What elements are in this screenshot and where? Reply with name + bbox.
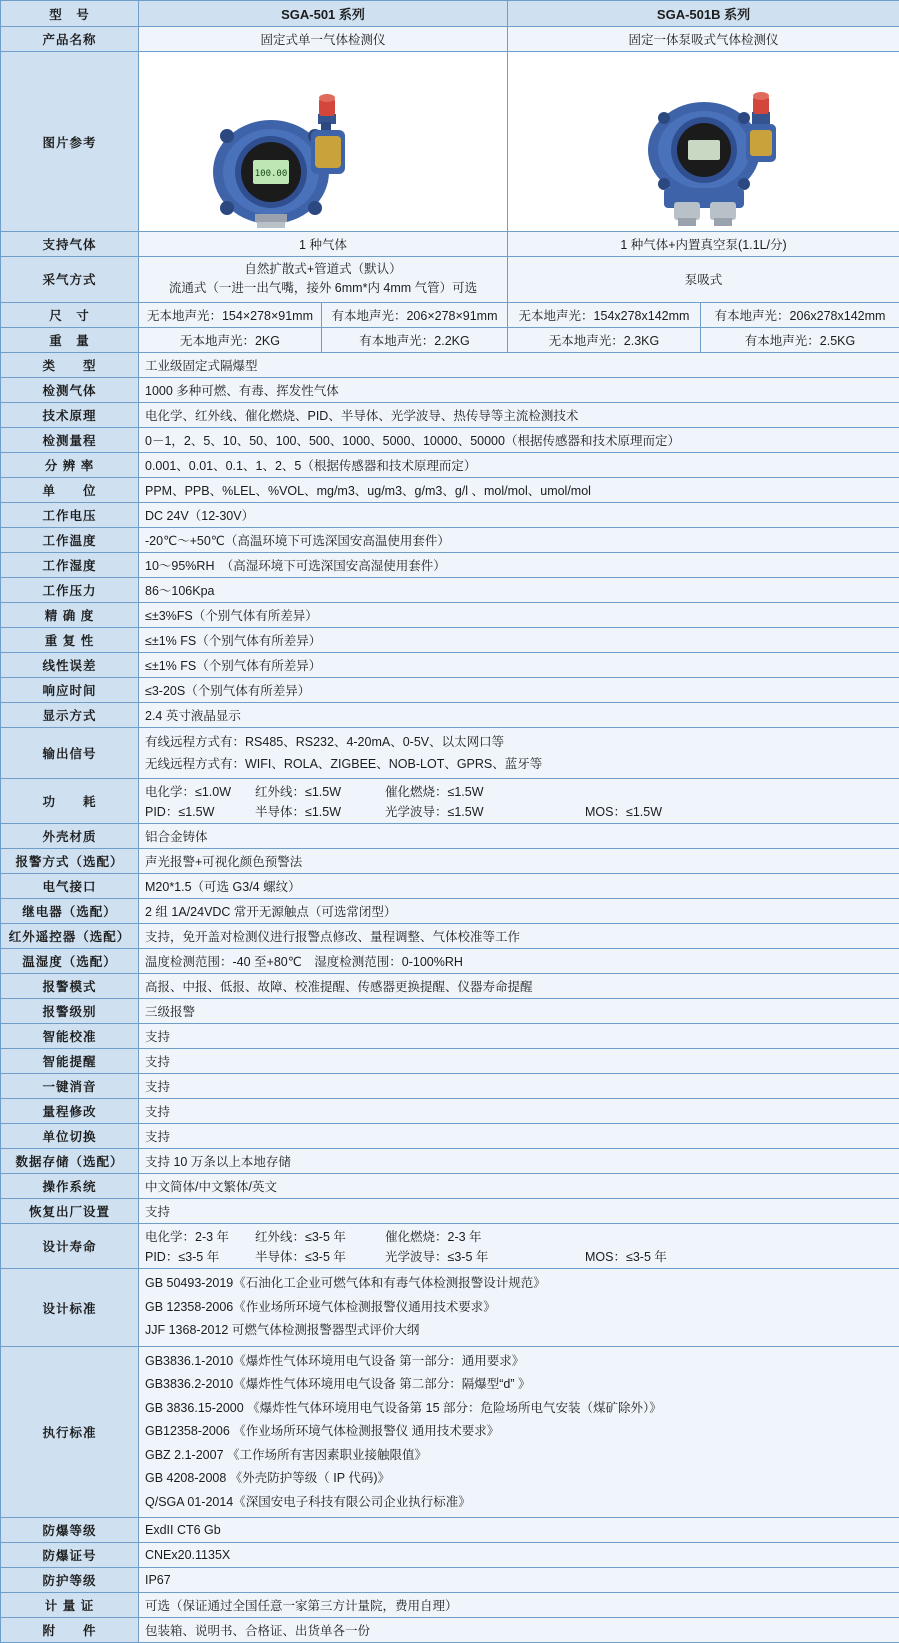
row-label-smart-reminder: 智能提醒 <box>1 1049 139 1074</box>
alarm-level-value: 三级报警 <box>139 999 899 1024</box>
life-row-2 <box>145 1246 899 1266</box>
design-standard-line-3: JJF 1368-2012 可燃气体检测报警器型式评价大纲 <box>145 1319 893 1343</box>
weight-b-1: 无本地声光：2.3KG <box>508 327 701 352</box>
one-key-mute-value: 支持 <box>139 1074 899 1099</box>
row-label-metrology-cert: 计 量 证 <box>1 1593 139 1618</box>
work-temp-value: -20℃～+50℃（高温环境下可选深国安高温使用套件） <box>139 527 899 552</box>
alarm-mode-value: 高报、中报、低报、故障、校准提醒、传感器更换提醒、仪器寿命提醒 <box>139 974 899 999</box>
range-edit-value: 支持 <box>139 1099 899 1124</box>
power-cell-electrochemical: 电化学：≤1.0W <box>145 781 255 801</box>
row-label-size: 尺 寸 <box>1 302 139 327</box>
table-row-smart-cal <box>1 1024 899 1049</box>
power-cell-catalytic: 催化燃烧：≤1.5W <box>385 781 585 801</box>
row-label-shell: 外壳材质 <box>1 824 139 849</box>
power-row-2 <box>145 801 899 821</box>
table-row-alarm-mode <box>1 974 899 999</box>
metrology-cert-value: 可选（保证通过全国任意一家第三方计量院，费用自理） <box>139 1593 899 1618</box>
design-standard-line-1: GB 50493-2019《石油化工企业可燃气体和有毒气体检测报警设计规范》 <box>145 1272 893 1296</box>
power-value <box>139 779 899 824</box>
table-row-mute <box>1 1074 899 1099</box>
row-label-linear-error: 线性误差 <box>1 652 139 677</box>
table-row-accuracy <box>1 602 899 627</box>
output-line1: 有线远程方式有：RS485、RS232、4-20mA、0-5V、以太网口等 <box>145 731 893 753</box>
smart-reminder-value: 支持 <box>139 1049 899 1074</box>
row-label-principle: 技术原理 <box>1 402 139 427</box>
range-value: 0－1，2、5、10、50、100、500、1000、5000、10000、50000（根据传感器和技术原理而定） <box>139 427 899 452</box>
table-row-linear <box>1 652 899 677</box>
exec-standard-line-2: GB3836.2-2010《爆炸性气体环境用电气设备 第二部分：隔爆型“d” 》 <box>145 1373 893 1397</box>
power-row-1 <box>145 781 899 801</box>
product-name-a: 固定式单一气体检测仪 <box>139 27 508 52</box>
table-row-alarm-level <box>1 999 899 1024</box>
ip-grade-value: IP67 <box>139 1568 899 1593</box>
life-cell-infrared: 红外线：≤3-5 年 <box>255 1226 385 1246</box>
power-cell-mos: MOS：≤1.5W <box>585 801 899 821</box>
table-row-principle <box>1 402 899 427</box>
row-label-work-temp: 工作温度 <box>1 527 139 552</box>
output-value <box>139 727 899 779</box>
sampling-a <box>139 257 508 303</box>
table-row-voltage <box>1 502 899 527</box>
table-row-repeat <box>1 627 899 652</box>
table-row-support-gas <box>1 232 899 257</box>
row-label-design-standard: 设计标准 <box>1 1269 139 1347</box>
table-row-metrology <box>1 1593 899 1618</box>
row-label-alarm-way: 报警方式（选配） <box>1 849 139 874</box>
table-row-unit <box>1 477 899 502</box>
table-row-output <box>1 727 899 779</box>
table-row-ip-grade <box>1 1568 899 1593</box>
row-label-sampling: 采气方式 <box>1 257 139 303</box>
detect-gas-value: 1000 多种可燃、有毒、挥发性气体 <box>139 377 899 402</box>
life-row-1 <box>145 1226 899 1246</box>
row-label-data-storage: 数据存储（选配） <box>1 1149 139 1174</box>
table-row-ex-grade <box>1 1518 899 1543</box>
device-illustration-pump <box>514 52 894 228</box>
table-row-os <box>1 1174 899 1199</box>
svg-text:100.00: 100.00 <box>255 169 288 179</box>
table-row-smart-remind <box>1 1049 899 1074</box>
col-header-model-b: SGA-501B 系列 <box>508 1 899 27</box>
row-label-smart-calibration: 智能校准 <box>1 1024 139 1049</box>
row-label-os: 操作系统 <box>1 1174 139 1199</box>
row-label-work-humi: 工作湿度 <box>1 552 139 577</box>
repeatability-value: ≤±1% FS（个别气体有所差异） <box>139 627 899 652</box>
row-label-range-edit: 量程修改 <box>1 1099 139 1124</box>
power-cell-empty <box>585 781 899 801</box>
table-row-temp-humi <box>1 949 899 974</box>
row-label-support-gas: 支持气体 <box>1 232 139 257</box>
table-row-weight <box>1 327 899 352</box>
row-label-repeatability: 重 复 性 <box>1 627 139 652</box>
response-time-value: ≤3-20S（个别气体有所差异） <box>139 677 899 702</box>
table-row-image <box>1 52 899 232</box>
design-life-value <box>139 1224 899 1269</box>
row-label-factory-reset: 恢复出厂设置 <box>1 1199 139 1224</box>
alarm-way-value: 声光报警+可视化颜色预警法 <box>139 849 899 874</box>
table-row-range-edit <box>1 1099 899 1124</box>
principle-value: 电化学、红外线、催化燃烧、PID、半导体、光学波导、热传导等主流检测技术 <box>139 402 899 427</box>
exec-standard-line-5: GBZ 2.1-2007 《工作场所有害因素职业接触限值》 <box>145 1444 893 1468</box>
display-value: 2.4 英寸液晶显示 <box>139 702 899 727</box>
table-row-work-temp <box>1 527 899 552</box>
table-row-factory-reset <box>1 1199 899 1224</box>
design-standard-line-2: GB 12358-2006《作业场所环境气体检测报警仪通用技术要求》 <box>145 1296 893 1320</box>
shell-value: 铝合金铸体 <box>139 824 899 849</box>
os-value: 中文简体/中文繁体/英文 <box>139 1174 899 1199</box>
table-row-detect-gas <box>1 377 899 402</box>
table-row-work-humi <box>1 552 899 577</box>
row-label-accessory: 附 件 <box>1 1618 139 1643</box>
size-a-1: 无本地声光：154×278×91mm <box>139 302 322 327</box>
table-row-model <box>1 1 899 27</box>
ex-grade-value: ExdII CT6 Gb <box>139 1518 899 1543</box>
row-label-ex-grade: 防爆等级 <box>1 1518 139 1543</box>
table-row-accessory <box>1 1618 899 1643</box>
table-row-display <box>1 702 899 727</box>
life-cell-pid: PID：≤3-5 年 <box>145 1246 255 1266</box>
relay-value: 2 组 1A/24VDC 常开无源触点（可选常闭型） <box>139 899 899 924</box>
smart-calibration-value: 支持 <box>139 1024 899 1049</box>
table-row-type <box>1 352 899 377</box>
support-gas-a: 1 种气体 <box>139 232 508 257</box>
interface-value: M20*1.5（可选 G3/4 螺纹） <box>139 874 899 899</box>
unit-value: PPM、PPB、%LEL、%VOL、mg/m3、ug/m3、g/m3、g/l 、mol/mol、umol/mol <box>139 477 899 502</box>
power-grid <box>145 781 899 821</box>
row-label-output: 输出信号 <box>1 727 139 779</box>
row-label-unit: 单 位 <box>1 477 139 502</box>
table-row-work-press <box>1 577 899 602</box>
table-row-interface <box>1 874 899 899</box>
row-label-product-name: 产品名称 <box>1 27 139 52</box>
row-label-ir-remote: 红外遥控器（选配） <box>1 924 139 949</box>
row-label-power: 功 耗 <box>1 779 139 824</box>
col-header-model-a: SGA-501 系列 <box>139 1 508 27</box>
table-row-sampling <box>1 257 899 303</box>
support-gas-b: 1 种气体+内置真空泵(1.1L/分) <box>508 232 899 257</box>
ex-cert-value: CNEx20.1135X <box>139 1543 899 1568</box>
accuracy-value: ≤±3%FS（个别气体有所差异） <box>139 602 899 627</box>
row-label-image: 图片参考 <box>1 52 139 232</box>
power-cell-semiconductor: 半导体：≤1.5W <box>255 801 385 821</box>
table-row-product-name <box>1 27 899 52</box>
row-label-alarm-level: 报警级别 <box>1 999 139 1024</box>
row-label-weight: 重 量 <box>1 327 139 352</box>
life-cell-mos: MOS：≤3-5 年 <box>585 1246 899 1266</box>
factory-reset-value: 支持 <box>139 1199 899 1224</box>
table-row-relay <box>1 899 899 924</box>
size-b-2: 有本地声光：206x278x142mm <box>701 302 899 327</box>
sampling-a-line1: 自然扩散式+管道式（默认） <box>145 260 501 279</box>
sampling-a-line2: 流通式（一进一出气嘴，接外 6mm*内 4mm 气管）可选 <box>145 279 501 298</box>
work-press-value: 86～106Kpa <box>139 577 899 602</box>
table-row-storage <box>1 1149 899 1174</box>
size-a-2: 有本地声光：206×278×91mm <box>322 302 508 327</box>
row-label-temp-humi: 温湿度（选配） <box>1 949 139 974</box>
row-label-accuracy: 精 确 度 <box>1 602 139 627</box>
table-row-power <box>1 779 899 824</box>
unit-switch-value: 支持 <box>139 1124 899 1149</box>
table-row-design-standard <box>1 1269 899 1347</box>
row-label-interface: 电气接口 <box>1 874 139 899</box>
row-label-work-press: 工作压力 <box>1 577 139 602</box>
table-row-ir-remote <box>1 924 899 949</box>
table-row-alarm-way <box>1 849 899 874</box>
life-cell-electrochemical: 电化学：2-3 年 <box>145 1226 255 1246</box>
device-illustration-wall-mount <box>143 52 503 228</box>
row-label-response-time: 响应时间 <box>1 677 139 702</box>
row-label-ip-grade: 防护等级 <box>1 1568 139 1593</box>
row-label-model: 型 号 <box>1 1 139 27</box>
accessory-value: 包装箱、说明书、合格证、出货单各一份 <box>139 1618 899 1643</box>
exec-standard-value <box>139 1346 899 1518</box>
power-cell-optical: 光学波导：≤1.5W <box>385 801 585 821</box>
row-label-display: 显示方式 <box>1 702 139 727</box>
table-row-resolution <box>1 452 899 477</box>
row-label-resolution: 分 辨 率 <box>1 452 139 477</box>
exec-standard-line-4: GB12358-2006 《作业场所环境气体检测报警仪 通用技术要求》 <box>145 1420 893 1444</box>
exec-standard-line-7: Q/SGA 01-2014《深国安电子科技有限公司企业执行标准》 <box>145 1491 893 1515</box>
work-humi-value: 10～95%RH （高湿环境下可选深国安高湿使用套件） <box>139 552 899 577</box>
row-label-alarm-mode: 报警模式 <box>1 974 139 999</box>
sampling-b: 泵吸式 <box>508 257 899 303</box>
row-label-one-key-mute: 一键消音 <box>1 1074 139 1099</box>
exec-standard-line-3: GB 3836.15-2000 《爆炸性气体环境用电气设备第 15 部分：危险场所电气安装（煤矿除外）》 <box>145 1397 893 1421</box>
row-label-design-life: 设计寿命 <box>1 1224 139 1269</box>
weight-b-2: 有本地声光：2.5KG <box>701 327 899 352</box>
table-row-shell <box>1 824 899 849</box>
product-image-a <box>139 52 508 232</box>
output-line2: 无线远程方式有：WIFI、ROLA、ZIGBEE、NOB-LOT、GPRS、蓝牙等 <box>145 753 893 775</box>
exec-standard-line-6: GB 4208-2008 《外壳防护等级（ IP 代码)》 <box>145 1467 893 1491</box>
life-cell-catalytic: 催化燃烧：2-3 年 <box>385 1226 585 1246</box>
data-storage-value: 支持 10 万条以上本地存储 <box>139 1149 899 1174</box>
table-row-range <box>1 427 899 452</box>
ir-remote-value: 支持，免开盖对检测仪进行报警点修改、量程调整、气体校准等工作 <box>139 924 899 949</box>
table-row-ex-cert <box>1 1543 899 1568</box>
product-image-b <box>508 52 899 232</box>
life-cell-empty <box>585 1226 899 1246</box>
row-label-exec-standard: 执行标准 <box>1 1346 139 1518</box>
life-cell-optical: 光学波导：≤3-5 年 <box>385 1246 585 1266</box>
row-label-range: 检测量程 <box>1 427 139 452</box>
table-row-size <box>1 302 899 327</box>
power-cell-infrared: 红外线：≤1.5W <box>255 781 385 801</box>
power-cell-pid: PID：≤1.5W <box>145 801 255 821</box>
row-label-unit-switch: 单位切换 <box>1 1124 139 1149</box>
row-label-voltage: 工作电压 <box>1 502 139 527</box>
table-row-life <box>1 1224 899 1269</box>
weight-a-2: 有本地声光：2.2KG <box>322 327 508 352</box>
voltage-value: DC 24V（12-30V） <box>139 502 899 527</box>
life-cell-semiconductor: 半导体：≤3-5 年 <box>255 1246 385 1266</box>
type-value: 工业级固定式隔爆型 <box>139 352 899 377</box>
temp-humi-value: 温度检测范围：-40 至+80℃ 湿度检测范围：0-100%RH <box>139 949 899 974</box>
row-label-type: 类 型 <box>1 352 139 377</box>
row-label-detect-gas: 检测气体 <box>1 377 139 402</box>
resolution-value: 0.001、0.01、0.1、1、2、5（根据传感器和技术原理而定） <box>139 452 899 477</box>
exec-standard-line-1: GB3836.1-2010《爆炸性气体环境用电气设备 第一部分：通用要求》 <box>145 1350 893 1374</box>
row-label-ex-cert: 防爆证号 <box>1 1543 139 1568</box>
linear-error-value: ≤±1% FS（个别气体有所差异） <box>139 652 899 677</box>
product-name-b: 固定一体泵吸式气体检测仪 <box>508 27 899 52</box>
table-row-unit-switch <box>1 1124 899 1149</box>
table-row-exec-standard <box>1 1346 899 1518</box>
row-label-relay: 继电器（选配） <box>1 899 139 924</box>
table-row-response <box>1 677 899 702</box>
weight-a-1: 无本地声光：2KG <box>139 327 322 352</box>
size-b-1: 无本地声光：154x278x142mm <box>508 302 701 327</box>
design-standard-value <box>139 1269 899 1347</box>
design-life-grid <box>145 1226 899 1266</box>
